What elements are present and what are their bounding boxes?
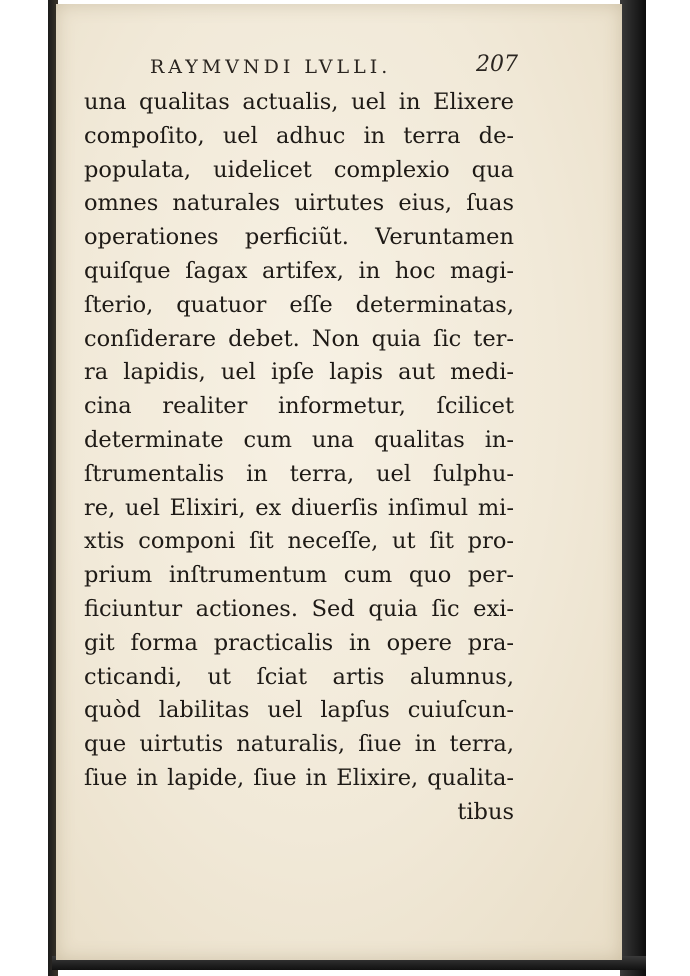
text-line: omnes naturales uirtutes eius, ſuas [84, 190, 514, 217]
running-head: RAYMVNDI LVLLI. [150, 56, 392, 78]
text-line: cina realiter informetur, ſcilicet [84, 393, 514, 420]
text-line: populata, uidelicet complexio qua [84, 156, 514, 183]
text-line: prium inſtrumentum cum quo per- [84, 562, 514, 589]
text-line: determinate cum una qualitas in- [84, 426, 514, 453]
text-line: compoſito, uel adhuc in terra de- [84, 122, 514, 149]
text-line: quiſque ſagax artifex, in hoc magi- [84, 257, 514, 284]
text-line: operationes perficiũt. Veruntamen [84, 224, 514, 251]
text-line: una qualitas actualis, uel in Elixere [84, 89, 514, 115]
page-header [96, 50, 516, 90]
text-line: cticandi, ut ſciat artis alumnus, [84, 663, 514, 690]
page-number: 207 [476, 52, 518, 77]
text-line: ſiue in lapide, ſiue in Elixire, qualita- [84, 764, 514, 791]
text-line: quòd labilitas uel lapſus cuiuſcun- [84, 697, 514, 724]
text-line: git forma practicalis in opere pra- [84, 629, 514, 656]
body-text [84, 86, 514, 830]
right-page-shadow [620, 0, 646, 976]
catchword: tibus [457, 798, 514, 825]
text-line: re, uel Elixiri, ex diuerſis inſimul mi- [84, 494, 514, 521]
text-line: que uirtutis naturalis, ſiue in terra, [84, 731, 514, 758]
text-line: ficiuntur actiones. Sed quia ſic exi- [84, 595, 514, 622]
text-line: conſiderare debet. Non quia ſic ter- [84, 325, 514, 352]
text-line: ſtrumentalis in terra, uel ſulphu- [84, 460, 514, 487]
text-line: ſterio, quatuor eſſe determinatas, [84, 291, 514, 318]
text-line: ra lapidis, uel ipſe lapis aut medi- [84, 359, 514, 386]
text-line: xtis componi ſit neceſſe, ut ſit pro- [84, 528, 514, 555]
